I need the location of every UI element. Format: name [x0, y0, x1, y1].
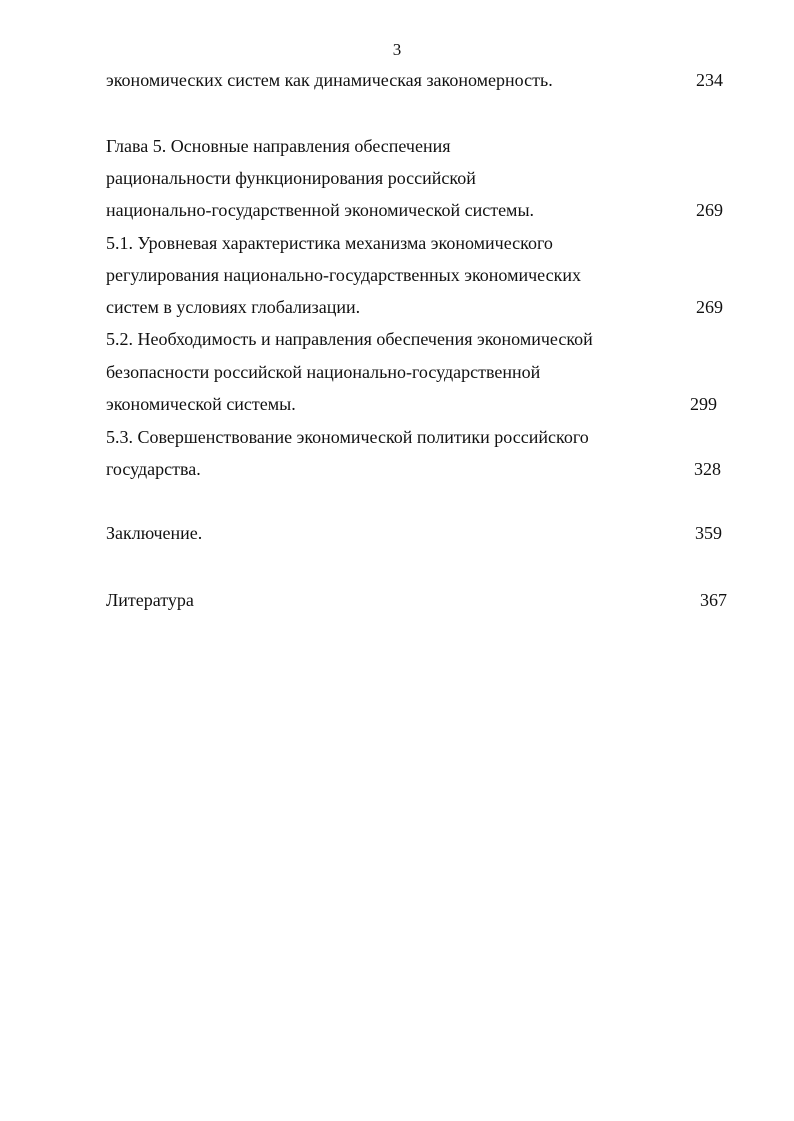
toc-line-ch5-2: рациональности функционирования российской: [106, 168, 476, 188]
toc-page-conclusion: 359: [695, 523, 722, 543]
toc-line-5-2-1: 5.2. Необходимость и направления обеспечения экономической: [106, 329, 593, 349]
toc-line-5-1-2: регулирования национально-государственных экономических: [106, 265, 581, 285]
toc-line-cont-1: экономических систем как динамическая закономерность.: [106, 70, 553, 90]
toc-page-5-1: 269: [696, 297, 723, 317]
toc-page-literature: 367: [700, 590, 727, 610]
toc-page-cont: 234: [696, 70, 723, 90]
toc-page-5-2: 299: [690, 394, 717, 414]
page-number: 3: [392, 40, 402, 59]
toc-line-5-3-1: 5.3. Совершенствование экономической политики российского: [106, 427, 589, 447]
toc-line-ch5-3: национально-государственной экономической системы.: [106, 200, 535, 220]
toc-line-ch5-1: Глава 5. Основные направления обеспечения: [106, 136, 451, 156]
toc-line-conclusion: Заключение.: [106, 523, 203, 543]
toc-page-5-3: 328: [694, 459, 721, 479]
toc-line-literature: Литература: [106, 590, 194, 610]
toc-line-5-2-3: экономической системы.: [106, 394, 296, 414]
toc-page-ch5: 269: [696, 200, 723, 220]
toc-line-5-2-2: безопасности российской национально-государственной: [106, 362, 541, 382]
toc-line-5-1-3: систем в условиях глобализации.: [106, 297, 361, 317]
toc-line-5-3-2: государства.: [106, 459, 201, 479]
toc-line-5-1-1: 5.1. Уровневая характеристика механизма экономического: [106, 233, 553, 253]
